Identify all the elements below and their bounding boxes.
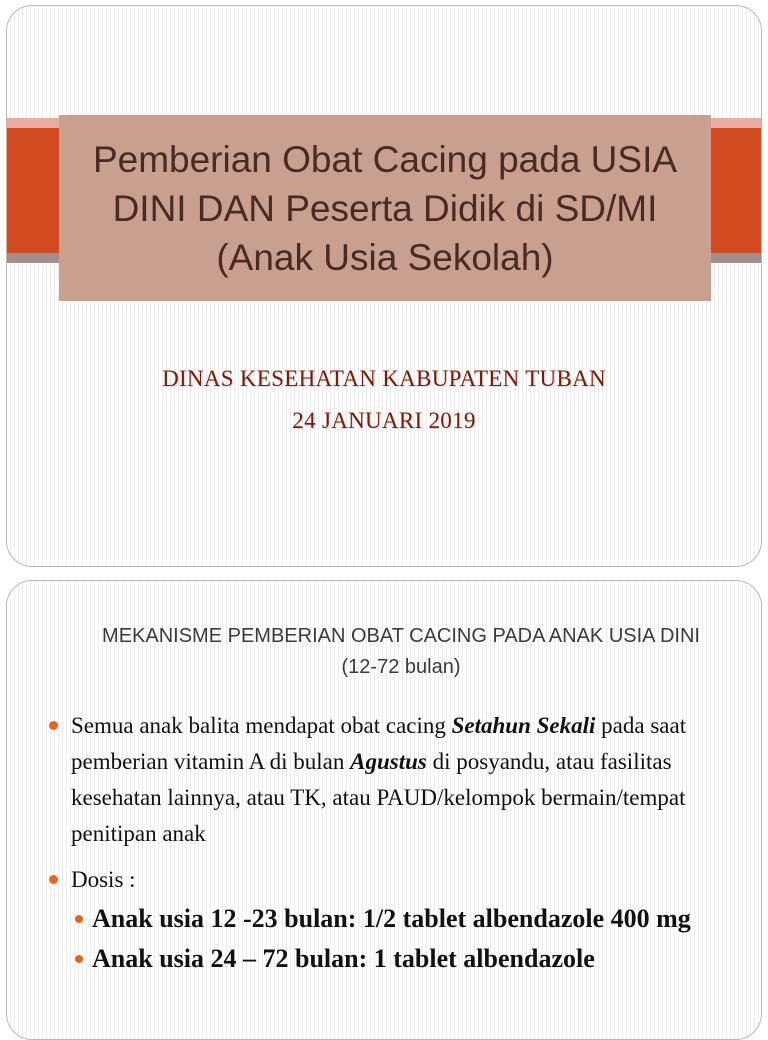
title-box [59,115,711,301]
bullet-dot-icon [75,915,83,923]
bullet-text: Dosis : [71,867,136,892]
bullet-dot-icon [75,955,83,963]
bullet-text: Semua anak balita mendapat obat cacing [71,713,452,738]
slide-title [6,5,762,567]
bullet-text: di posyandu, atau fasilitas kesehatan lainnya, atau TK, atau PAUD/kelompok bermain/tempat penitipan anak [71,749,686,846]
bullet-dot-icon [49,721,58,730]
slide-heading [47,621,755,683]
subtitle-date: 24 JANUARI 2019 [292,408,476,433]
bullet-dot-icon [49,875,58,884]
subtitle-organization: DINAS KESEHATAN KABUPATEN TUBAN [162,366,606,391]
sub-list-item [37,900,751,938]
bullet-emphasis: Agustus [350,749,427,774]
slide-heading-line1: MEKANISME PEMBERIAN OBAT CACING PADA ANAK USIA DINI [102,625,700,647]
slide-content [6,580,762,1040]
list-item [37,862,751,898]
list-item [37,708,751,852]
bullet-emphasis: Setahun Sekali [451,713,596,738]
slide-title-text: Pemberian Obat Cacing pada USIA DINI DAN Peserta Didik di SD/MI (Anak Usia Sekolah) [92,138,678,278]
dose-text: Anak usia 24 – 72 bulan: 1 tablet albendazole [92,944,595,973]
sub-list-item [37,940,751,978]
slide-heading-line2: (12-72 bulan) [341,656,461,678]
dose-text: Anak usia 12 -23 bulan: 1/2 tablet albendazole 400 mg [92,904,691,933]
bullet-list [37,708,751,978]
bullet-text: pada saat pemberian vitamin A di bulan [71,713,687,774]
